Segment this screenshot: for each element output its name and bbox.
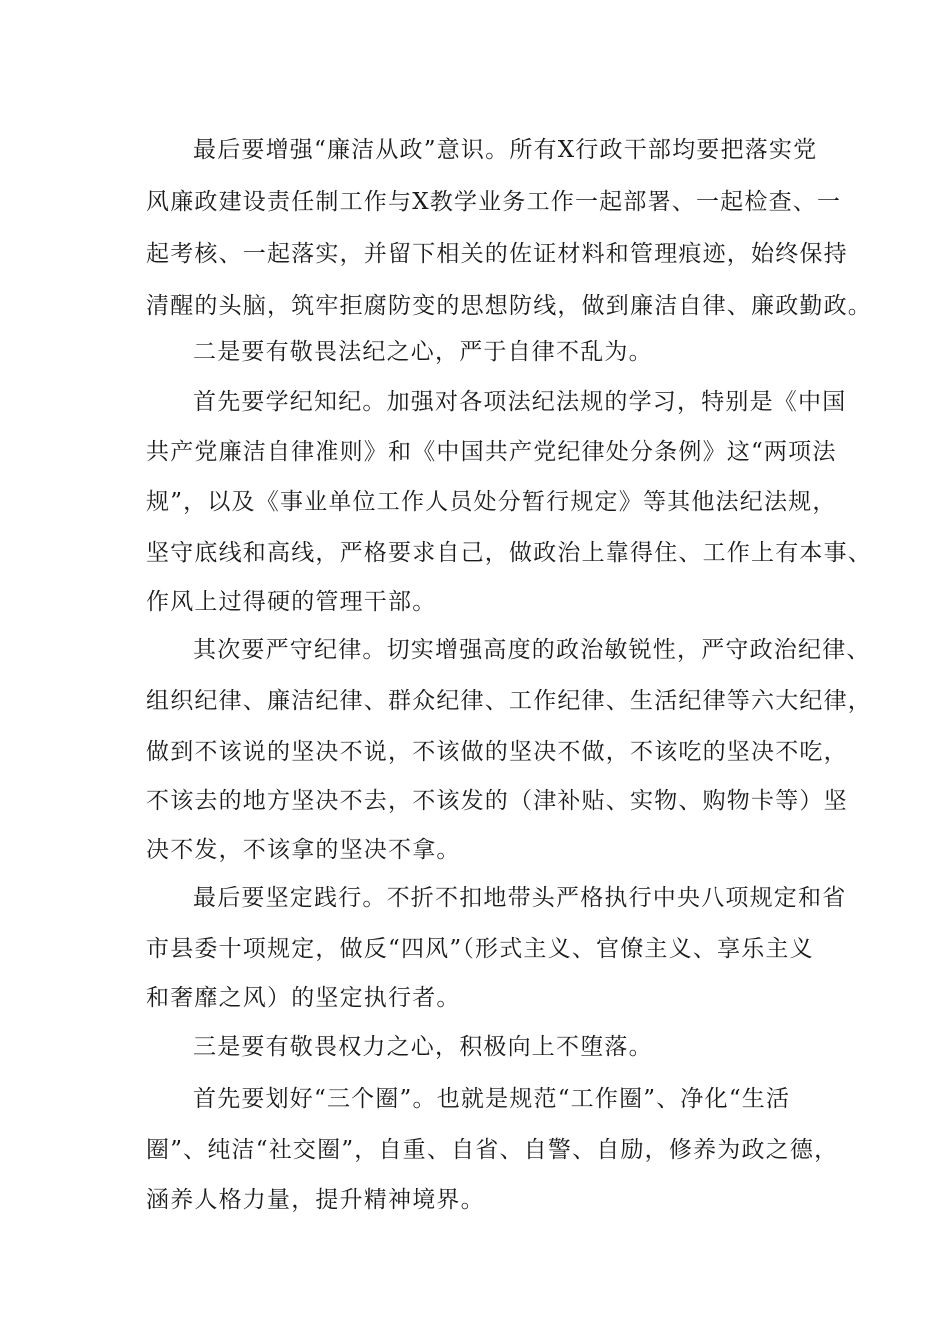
- text-line-4: 清醒的头脑，筑牢拒腐防变的思想防线，做到廉洁自律、廉政勤政。: [146, 293, 872, 319]
- text-line-13: 做到不该说的坚决不说，不该做的坚决不做，不该吃的坚决不吃，: [146, 739, 848, 765]
- text-line-11: 其次要严守纪律。切实增强高度的政治敏锐性，严守政治纪律、: [193, 637, 871, 663]
- text-line-8: 规”，以及《事业单位工作人员处分暂行规定》等其他法纪法规，: [146, 489, 837, 515]
- text-line-3: 起考核、一起落实，并留下相关的佐证材料和管理痕迹，始终保持: [146, 241, 848, 267]
- section-heading-3: 三是要有敬畏权力之心，积极向上不堕落。: [193, 1034, 653, 1060]
- text-line-16: 最后要坚定践行。不折不扣地带头严格执行中央八项规定和省: [193, 885, 847, 911]
- text-line-7: 共产党廉洁自律准则》和《中国共产党纪律处分条例》这“两项法: [146, 439, 837, 465]
- text-line-2: 风廉政建设责任制工作与X教学业务工作一起部署、一起检查、一: [146, 189, 842, 215]
- text-line-17: 市县委十项规定，做反“四风”（形式主义、官僚主义、享乐主义: [146, 936, 814, 962]
- text-line-9: 坚守底线和高线，严格要求自己，做政治上靠得住、工作上有本事、: [146, 540, 872, 566]
- text-line-6: 首先要学纪知纪。加强对各项法纪法规的学习，特别是《中国: [193, 389, 847, 415]
- section-heading-2: 二是要有敬畏法纪之心，严于自律不乱为。: [193, 339, 653, 365]
- text-line-12: 组织纪律、廉洁纪律、群众纪律、工作纪律、生活纪律等六大纪律，: [146, 688, 872, 714]
- text-line-15: 决不发，不该拿的坚决不拿。: [146, 837, 461, 863]
- text-line-22: 涵养人格力量，提升精神境界。: [146, 1187, 485, 1213]
- text-line-14: 不该去的地方坚决不去，不该发的（津补贴、实物、购物卡等）坚: [146, 788, 848, 814]
- text-line-20: 首先要划好“三个圈”。也就是规范“工作圈”、净化“生活: [193, 1086, 791, 1112]
- text-line-18: 和奢靡之风）的坚定执行者。: [146, 985, 461, 1011]
- text-line-21: 圈”、纯洁“社交圈”，自重、自省、自警、自励，修养为政之德，: [146, 1137, 839, 1163]
- text-line-10: 作风上过得硬的管理干部。: [146, 589, 437, 615]
- text-line-1: 最后要增强“廉洁从政”意识。所有X行政干部均要把落实党: [193, 137, 818, 163]
